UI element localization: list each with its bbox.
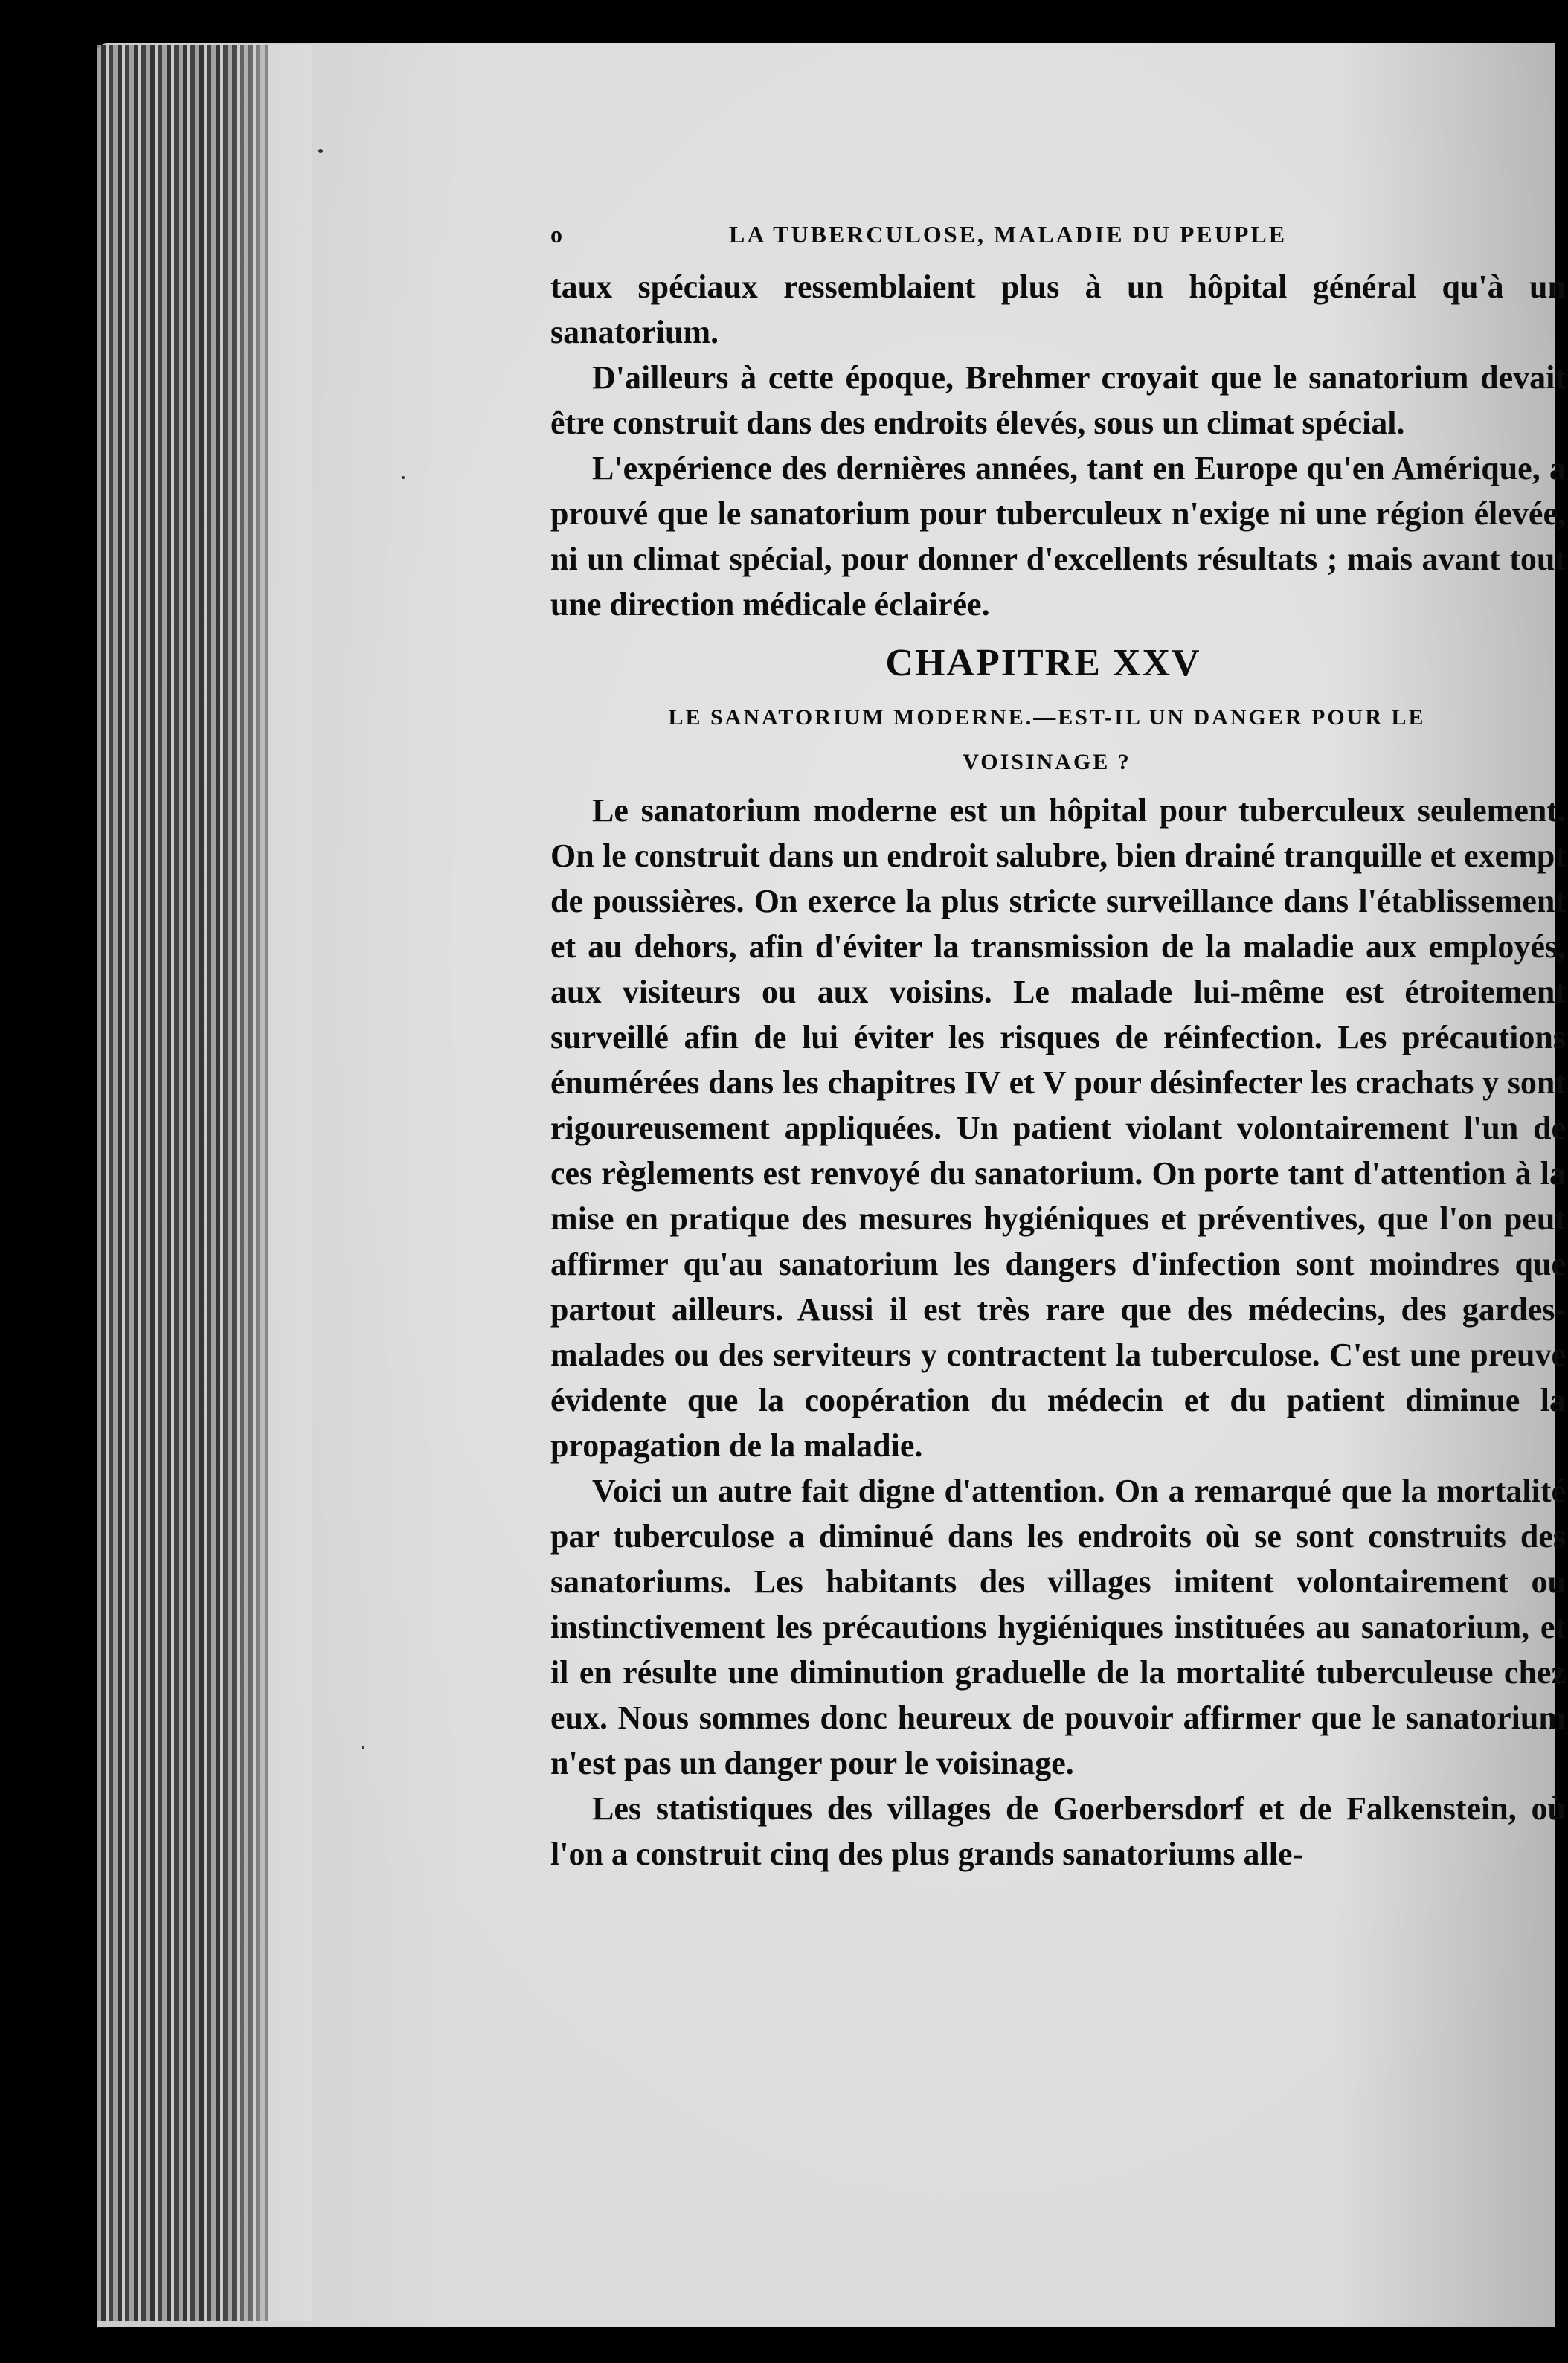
chapter-subtitle	[550, 695, 1566, 785]
paragraph: Les statistiques des villages de Goerbersdorf et de Falkenstein, où l'on a construit cinq des plus grands sanatoriums alle-	[550, 1790, 1566, 1872]
chapter-title: CHAPITRE XXV	[885, 642, 1201, 684]
chapter-subtitle-line: LE SANATORIUM MODERNE.—EST-IL UN DANGER POUR LE	[668, 705, 1426, 730]
paragraph: Le sanatorium moderne est un hôpital pour tuberculeux seulement. On le construit dans un endroit salubre, bien drainé tranquille et exempt de poussières. On exerce la plus stricte surveillance dans l'établissement et au dehors, afin d'éviter la transmission de la maladie aux employés, aux visiteurs ou aux voisins. Le malade lui-même est étroitement surveillé afin de lui éviter les risques de réinfection. Les précautions énumérées dans les chapitres IV et V pour désinfecter les crachats y sont rigoureusement appliquées. Un patient violant volontairement l'un de ces règlements est renvoyé du sanatorium. On porte tant d'attention à la mise en pratique des mesures hygiéniques et préventives, que l'on peut affirmer qu'au sanatorium les dangers d'infection sont moindres que partout ailleurs. Aussi il est très rare que des médecins, des gardes-malades ou des serviteurs y contractent la tuberculose. C'est une preuve évidente que la coopération du médecin et du patient diminue la propagation de la maladie.	[550, 792, 1566, 1464]
running-title: LA TUBERCULOSE, MALADIE DU PEUPLE	[729, 221, 1288, 248]
page-number: o	[550, 221, 564, 248]
text-column	[550, 212, 1566, 1877]
speck	[318, 149, 323, 153]
paragraph: Voici un autre fait digne d'attention. On a remarqué que la mortalité par tuberculose a diminué dans les endroits où se sont construits des sanatoriums. Les habitants des villages imitent volontairement ou instinctivement les précautions hygiéniques instituées au sanatorium, et il en résulte une diminution graduelle de la mortalité tuberculeuse chez eux. Nous sommes donc heureux de pouvoir affirmer que le sanatorium n'est pas un danger pour le voisinage.	[550, 1473, 1566, 1781]
paragraph: D'ailleurs à cette époque, Brehmer croyait que le sanatorium devait être construit dans des endroits élevés, sous un climat spécial.	[550, 359, 1566, 441]
paragraph: L'expérience des dernières années, tant en Europe qu'en Amérique, a prouvé que le sanatorium pour tuberculeux n'exige ni une région élevée, ni un climat spécial, pour donner d'excellents résultats ; mais avant tout une direction médicale éclairée.	[550, 450, 1566, 623]
paragraph: taux spéciaux ressemblaient plus à un hôpital général qu'à un sanatorium.	[550, 269, 1566, 350]
running-head	[550, 212, 1566, 248]
spine-shadow	[223, 45, 312, 2321]
speck	[362, 1746, 364, 1749]
speck	[402, 476, 405, 479]
chapter-subtitle-line: VOISINAGE ?	[963, 750, 1131, 774]
